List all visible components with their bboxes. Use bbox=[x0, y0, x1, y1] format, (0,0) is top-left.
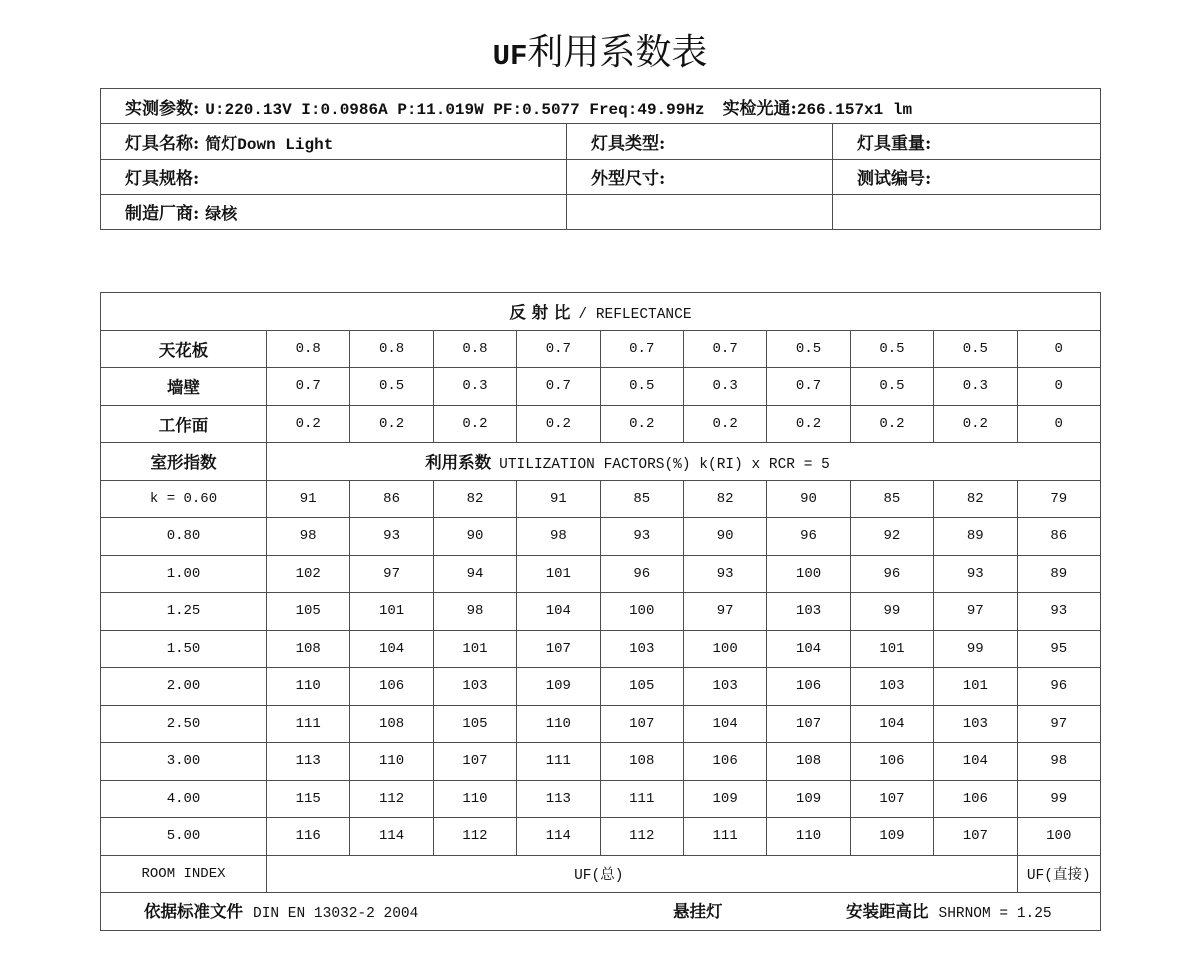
utilization-row-value: 107 bbox=[767, 705, 850, 743]
utilization-row-value: 105 bbox=[267, 593, 350, 631]
utilization-row-value: 93 bbox=[683, 555, 766, 593]
manufacturer-cell bbox=[101, 194, 567, 229]
utilization-row-value: 89 bbox=[934, 518, 1017, 556]
test-number-label: 测试编号: bbox=[857, 169, 932, 190]
utilization-row-value: 93 bbox=[600, 518, 683, 556]
fixture-type-cell bbox=[567, 124, 833, 159]
reflectance-row-value: 0.2 bbox=[850, 405, 933, 443]
reflectance-row-value: 0.8 bbox=[433, 330, 516, 368]
utilization-row-value: 100 bbox=[767, 555, 850, 593]
reflectance-row bbox=[101, 405, 1101, 443]
utilization-row-value: 107 bbox=[600, 705, 683, 743]
fixture-mounting bbox=[673, 893, 723, 930]
reflectance-row-value: 0.2 bbox=[433, 405, 516, 443]
dimensions-cell bbox=[567, 159, 833, 194]
utilization-row-value: 98 bbox=[267, 518, 350, 556]
fixture-weight-label: 灯具重量: bbox=[857, 133, 932, 154]
page-title bbox=[0, 28, 1200, 78]
utilization-row-value: 107 bbox=[517, 630, 600, 668]
utilization-row-value: 103 bbox=[850, 668, 933, 706]
utilization-row-value: 97 bbox=[683, 593, 766, 631]
fixture-spec-cell bbox=[101, 159, 567, 194]
utilization-row-value: 107 bbox=[934, 818, 1017, 856]
utilization-rows bbox=[101, 480, 1101, 855]
utilization-row-value: 97 bbox=[350, 555, 433, 593]
fixture-type-label: 灯具类型: bbox=[591, 133, 666, 154]
utilization-row-value: 110 bbox=[350, 743, 433, 781]
utilization-row-value: 91 bbox=[517, 480, 600, 518]
utilization-row-value: 86 bbox=[1017, 518, 1100, 556]
utilization-row-value: 110 bbox=[267, 668, 350, 706]
reflectance-row-value: 0.5 bbox=[934, 330, 1017, 368]
luminous-flux-label: 实检光通: bbox=[722, 98, 797, 119]
utilization-row-value: 91 bbox=[267, 480, 350, 518]
reflectance-row-label: 墙壁 bbox=[101, 368, 267, 406]
utilization-row-value: 82 bbox=[683, 480, 766, 518]
utilization-row-value: 92 bbox=[850, 518, 933, 556]
utilization-row-value: 90 bbox=[683, 518, 766, 556]
utilization-row-value: 106 bbox=[850, 743, 933, 781]
utilization-row-value: 110 bbox=[767, 818, 850, 856]
utilization-row-value: 100 bbox=[1017, 818, 1100, 856]
reflectance-row-value: 0.2 bbox=[683, 405, 766, 443]
utilization-row-value: 111 bbox=[600, 780, 683, 818]
reflectance-row-value: 0 bbox=[1017, 405, 1100, 443]
utilization-header-row bbox=[101, 443, 1101, 481]
reflectance-row-value: 0.7 bbox=[600, 330, 683, 368]
utilization-row-value: 109 bbox=[683, 780, 766, 818]
room-index-label: ROOM INDEX bbox=[101, 855, 267, 893]
fixture-name-value: 简灯Down Light bbox=[205, 135, 334, 154]
utilization-row-value: 104 bbox=[350, 630, 433, 668]
utilization-row-value: 98 bbox=[1017, 743, 1100, 781]
utilization-row-value: 100 bbox=[683, 630, 766, 668]
utilization-row-value: 104 bbox=[767, 630, 850, 668]
utilization-row-label: 5.00 bbox=[101, 818, 267, 856]
utilization-row-value: 97 bbox=[1017, 705, 1100, 743]
reflectance-header-en: / REFLECTANCE bbox=[578, 307, 692, 324]
utilization-row-label: k = 0.60 bbox=[101, 480, 267, 518]
reflectance-row-value: 0.3 bbox=[433, 368, 516, 406]
reflectance-row-label: 工作面 bbox=[101, 405, 267, 443]
reflectance-row-label: 天花板 bbox=[101, 330, 267, 368]
utilization-row-value: 103 bbox=[600, 630, 683, 668]
utilization-row-label: 1.50 bbox=[101, 630, 267, 668]
ratio-value: SHRNOM = 1.25 bbox=[938, 906, 1052, 922]
fixture-weight-cell bbox=[833, 124, 1101, 159]
utilization-row-value: 106 bbox=[683, 743, 766, 781]
utilization-row bbox=[101, 818, 1101, 856]
reflectance-row-value: 0.2 bbox=[600, 405, 683, 443]
utilization-row-value: 96 bbox=[767, 518, 850, 556]
reflectance-row-value: 0 bbox=[1017, 368, 1100, 406]
utilization-header-cn: 利用系数 bbox=[425, 453, 492, 473]
fixture-spec-row bbox=[101, 159, 1101, 194]
utilization-row bbox=[101, 555, 1101, 593]
reflectance-row-value: 0.2 bbox=[267, 405, 350, 443]
reflectance-header bbox=[101, 293, 1101, 331]
reflectance-row bbox=[101, 330, 1101, 368]
utilization-row-value: 101 bbox=[934, 668, 1017, 706]
utilization-row-value: 85 bbox=[850, 480, 933, 518]
uf-direct-label: UF(直接) bbox=[1017, 855, 1100, 893]
utilization-row-value: 107 bbox=[850, 780, 933, 818]
manufacturer-label: 制造厂商: bbox=[125, 204, 200, 225]
fixture-info-table bbox=[100, 88, 1101, 230]
reflectance-row-value: 0.5 bbox=[767, 330, 850, 368]
fixture-mounting-label: 悬挂灯 bbox=[673, 902, 723, 921]
measured-params-value: U:220.13V I:0.0986A P:11.019W PF:0.5077 Freq:49.99Hz bbox=[205, 100, 705, 119]
reflectance-row-value: 0.2 bbox=[517, 405, 600, 443]
test-number-cell bbox=[833, 159, 1101, 194]
reflectance-row-value: 0.8 bbox=[267, 330, 350, 368]
utilization-row bbox=[101, 480, 1101, 518]
fixture-name-label: 灯具名称: bbox=[125, 133, 200, 154]
utilization-row-value: 114 bbox=[350, 818, 433, 856]
utilization-row-value: 109 bbox=[850, 818, 933, 856]
utilization-row-value: 96 bbox=[600, 555, 683, 593]
reflectance-row-value: 0.7 bbox=[683, 330, 766, 368]
utilization-row-value: 112 bbox=[433, 818, 516, 856]
utilization-row-value: 103 bbox=[433, 668, 516, 706]
utilization-row-value: 104 bbox=[683, 705, 766, 743]
utilization-row-value: 94 bbox=[433, 555, 516, 593]
utilization-row-value: 108 bbox=[267, 630, 350, 668]
reflectance-row-value: 0.7 bbox=[767, 368, 850, 406]
reflectance-row-value: 0.3 bbox=[934, 368, 1017, 406]
utilization-row-value: 111 bbox=[517, 743, 600, 781]
utilization-row-value: 79 bbox=[1017, 480, 1100, 518]
utilization-row-value: 107 bbox=[433, 743, 516, 781]
utilization-row bbox=[101, 780, 1101, 818]
manufacturer-row bbox=[101, 194, 1101, 229]
utilization-row bbox=[101, 705, 1101, 743]
utilization-row bbox=[101, 518, 1101, 556]
utilization-row-label: 3.00 bbox=[101, 743, 267, 781]
utilization-row-value: 111 bbox=[267, 705, 350, 743]
reflectance-row-value: 0 bbox=[1017, 330, 1100, 368]
utilization-row-value: 111 bbox=[683, 818, 766, 856]
utilization-row-label: 2.00 bbox=[101, 668, 267, 706]
manufacturer-value: 绿核 bbox=[205, 206, 238, 225]
fixture-name-cell bbox=[101, 124, 567, 159]
measured-params-cell bbox=[101, 89, 1101, 124]
utilization-row-value: 100 bbox=[600, 593, 683, 631]
reflectance-row-value: 0.2 bbox=[934, 405, 1017, 443]
luminous-flux-value: 266.157x1 lm bbox=[796, 100, 913, 119]
utilization-row-value: 99 bbox=[850, 593, 933, 631]
utilization-row-value: 104 bbox=[934, 743, 1017, 781]
utilization-row-value: 112 bbox=[600, 818, 683, 856]
utilization-header bbox=[101, 443, 1101, 481]
utilization-header-cell bbox=[267, 443, 1101, 481]
reflectance-header-cn: 反 射 比 bbox=[509, 303, 571, 323]
empty-cell bbox=[833, 194, 1101, 229]
utilization-row-value: 108 bbox=[600, 743, 683, 781]
utilization-row-value: 115 bbox=[267, 780, 350, 818]
utilization-row-value: 103 bbox=[767, 593, 850, 631]
utilization-row-value: 109 bbox=[517, 668, 600, 706]
utilization-row-value: 90 bbox=[433, 518, 516, 556]
page-title-text: 利用系数表 bbox=[527, 32, 708, 73]
utilization-row-value: 85 bbox=[600, 480, 683, 518]
utilization-row-value: 116 bbox=[267, 818, 350, 856]
utilization-row-value: 93 bbox=[1017, 593, 1100, 631]
reflectance-row-value: 0.5 bbox=[600, 368, 683, 406]
utilization-row-value: 101 bbox=[517, 555, 600, 593]
utilization-row-value: 106 bbox=[350, 668, 433, 706]
reflectance-row-value: 0.3 bbox=[683, 368, 766, 406]
reflectance-row-value: 0.8 bbox=[350, 330, 433, 368]
utilization-row-label: 0.80 bbox=[101, 518, 267, 556]
reflectance-row-value: 0.7 bbox=[517, 330, 600, 368]
utilization-row bbox=[101, 593, 1101, 631]
utilization-row bbox=[101, 630, 1101, 668]
fixture-spec-label: 灯具规格: bbox=[125, 169, 200, 190]
utilization-row-value: 101 bbox=[350, 593, 433, 631]
utilization-row-value: 104 bbox=[850, 705, 933, 743]
utilization-row-value: 82 bbox=[934, 480, 1017, 518]
utilization-row-label: 1.00 bbox=[101, 555, 267, 593]
utilization-factor-table bbox=[100, 292, 1101, 931]
empty-cell bbox=[567, 194, 833, 229]
dimensions-label: 外型尺寸: bbox=[591, 169, 666, 190]
reflectance-row-value: 0.2 bbox=[767, 405, 850, 443]
ratio-label: 安装距高比 bbox=[846, 902, 929, 921]
utilization-row-value: 103 bbox=[934, 705, 1017, 743]
utilization-row-value: 89 bbox=[1017, 555, 1100, 593]
spacing-height-ratio bbox=[846, 893, 1052, 930]
utilization-row-value: 105 bbox=[433, 705, 516, 743]
utilization-row-value: 102 bbox=[267, 555, 350, 593]
table-footer bbox=[101, 855, 1101, 931]
reflectance-header-row bbox=[101, 293, 1101, 331]
page-title-prefix: UF bbox=[492, 40, 528, 73]
utilization-row-value: 114 bbox=[517, 818, 600, 856]
utilization-row-value: 106 bbox=[934, 780, 1017, 818]
utilization-row-value: 109 bbox=[767, 780, 850, 818]
utilization-row-value: 98 bbox=[517, 518, 600, 556]
uf-total-label: UF(总) bbox=[267, 855, 1018, 893]
standard-reference bbox=[144, 893, 418, 930]
utilization-row-value: 97 bbox=[934, 593, 1017, 631]
reflectance-rows bbox=[101, 330, 1101, 443]
utilization-row bbox=[101, 668, 1101, 706]
utilization-row-value: 103 bbox=[683, 668, 766, 706]
reflectance-row-value: 0.5 bbox=[350, 368, 433, 406]
utilization-row-value: 101 bbox=[850, 630, 933, 668]
utilization-row-value: 113 bbox=[267, 743, 350, 781]
utilization-row-value: 99 bbox=[934, 630, 1017, 668]
utilization-row-value: 86 bbox=[350, 480, 433, 518]
utilization-row-value: 95 bbox=[1017, 630, 1100, 668]
measured-params-label: 实测参数: bbox=[125, 98, 200, 119]
standard-label: 依据标准文件 bbox=[144, 902, 243, 921]
utilization-row-value: 108 bbox=[767, 743, 850, 781]
utilization-row-label: 4.00 bbox=[101, 780, 267, 818]
utilization-row-value: 105 bbox=[600, 668, 683, 706]
room-index-row bbox=[101, 855, 1101, 893]
utilization-row-value: 110 bbox=[433, 780, 516, 818]
standard-footer bbox=[101, 893, 1100, 930]
reflectance-row-value: 0.5 bbox=[850, 330, 933, 368]
utilization-row-label: 2.50 bbox=[101, 705, 267, 743]
reflectance-row-value: 0.7 bbox=[267, 368, 350, 406]
utilization-header-en: UTILIZATION FACTORS(%) k(RI) x RCR = 5 bbox=[499, 457, 830, 474]
standard-row bbox=[101, 893, 1101, 931]
utilization-row-value: 108 bbox=[350, 705, 433, 743]
reflectance-row-value: 0.7 bbox=[517, 368, 600, 406]
utilization-row-value: 96 bbox=[1017, 668, 1100, 706]
utilization-row-value: 98 bbox=[433, 593, 516, 631]
utilization-row-value: 96 bbox=[850, 555, 933, 593]
utilization-row-value: 104 bbox=[517, 593, 600, 631]
utilization-row bbox=[101, 743, 1101, 781]
utilization-row-value: 90 bbox=[767, 480, 850, 518]
reflectance-row-value: 0.2 bbox=[350, 405, 433, 443]
utilization-row-value: 99 bbox=[1017, 780, 1100, 818]
utilization-row-value: 106 bbox=[767, 668, 850, 706]
utilization-row-value: 93 bbox=[350, 518, 433, 556]
utilization-row-value: 112 bbox=[350, 780, 433, 818]
reflectance-row bbox=[101, 368, 1101, 406]
utilization-row-value: 93 bbox=[934, 555, 1017, 593]
utilization-row-value: 101 bbox=[433, 630, 516, 668]
fixture-name-row bbox=[101, 124, 1101, 159]
utilization-row-value: 110 bbox=[517, 705, 600, 743]
reflectance-header-cell bbox=[101, 293, 1101, 331]
standard-value: DIN EN 13032-2 2004 bbox=[253, 906, 419, 922]
reflectance-row-value: 0.5 bbox=[850, 368, 933, 406]
standard-cell bbox=[101, 893, 1101, 931]
measured-params-row bbox=[101, 89, 1101, 124]
room-index-header: 室形指数 bbox=[101, 443, 267, 481]
utilization-row-value: 82 bbox=[433, 480, 516, 518]
utilization-row-label: 1.25 bbox=[101, 593, 267, 631]
utilization-row-value: 113 bbox=[517, 780, 600, 818]
